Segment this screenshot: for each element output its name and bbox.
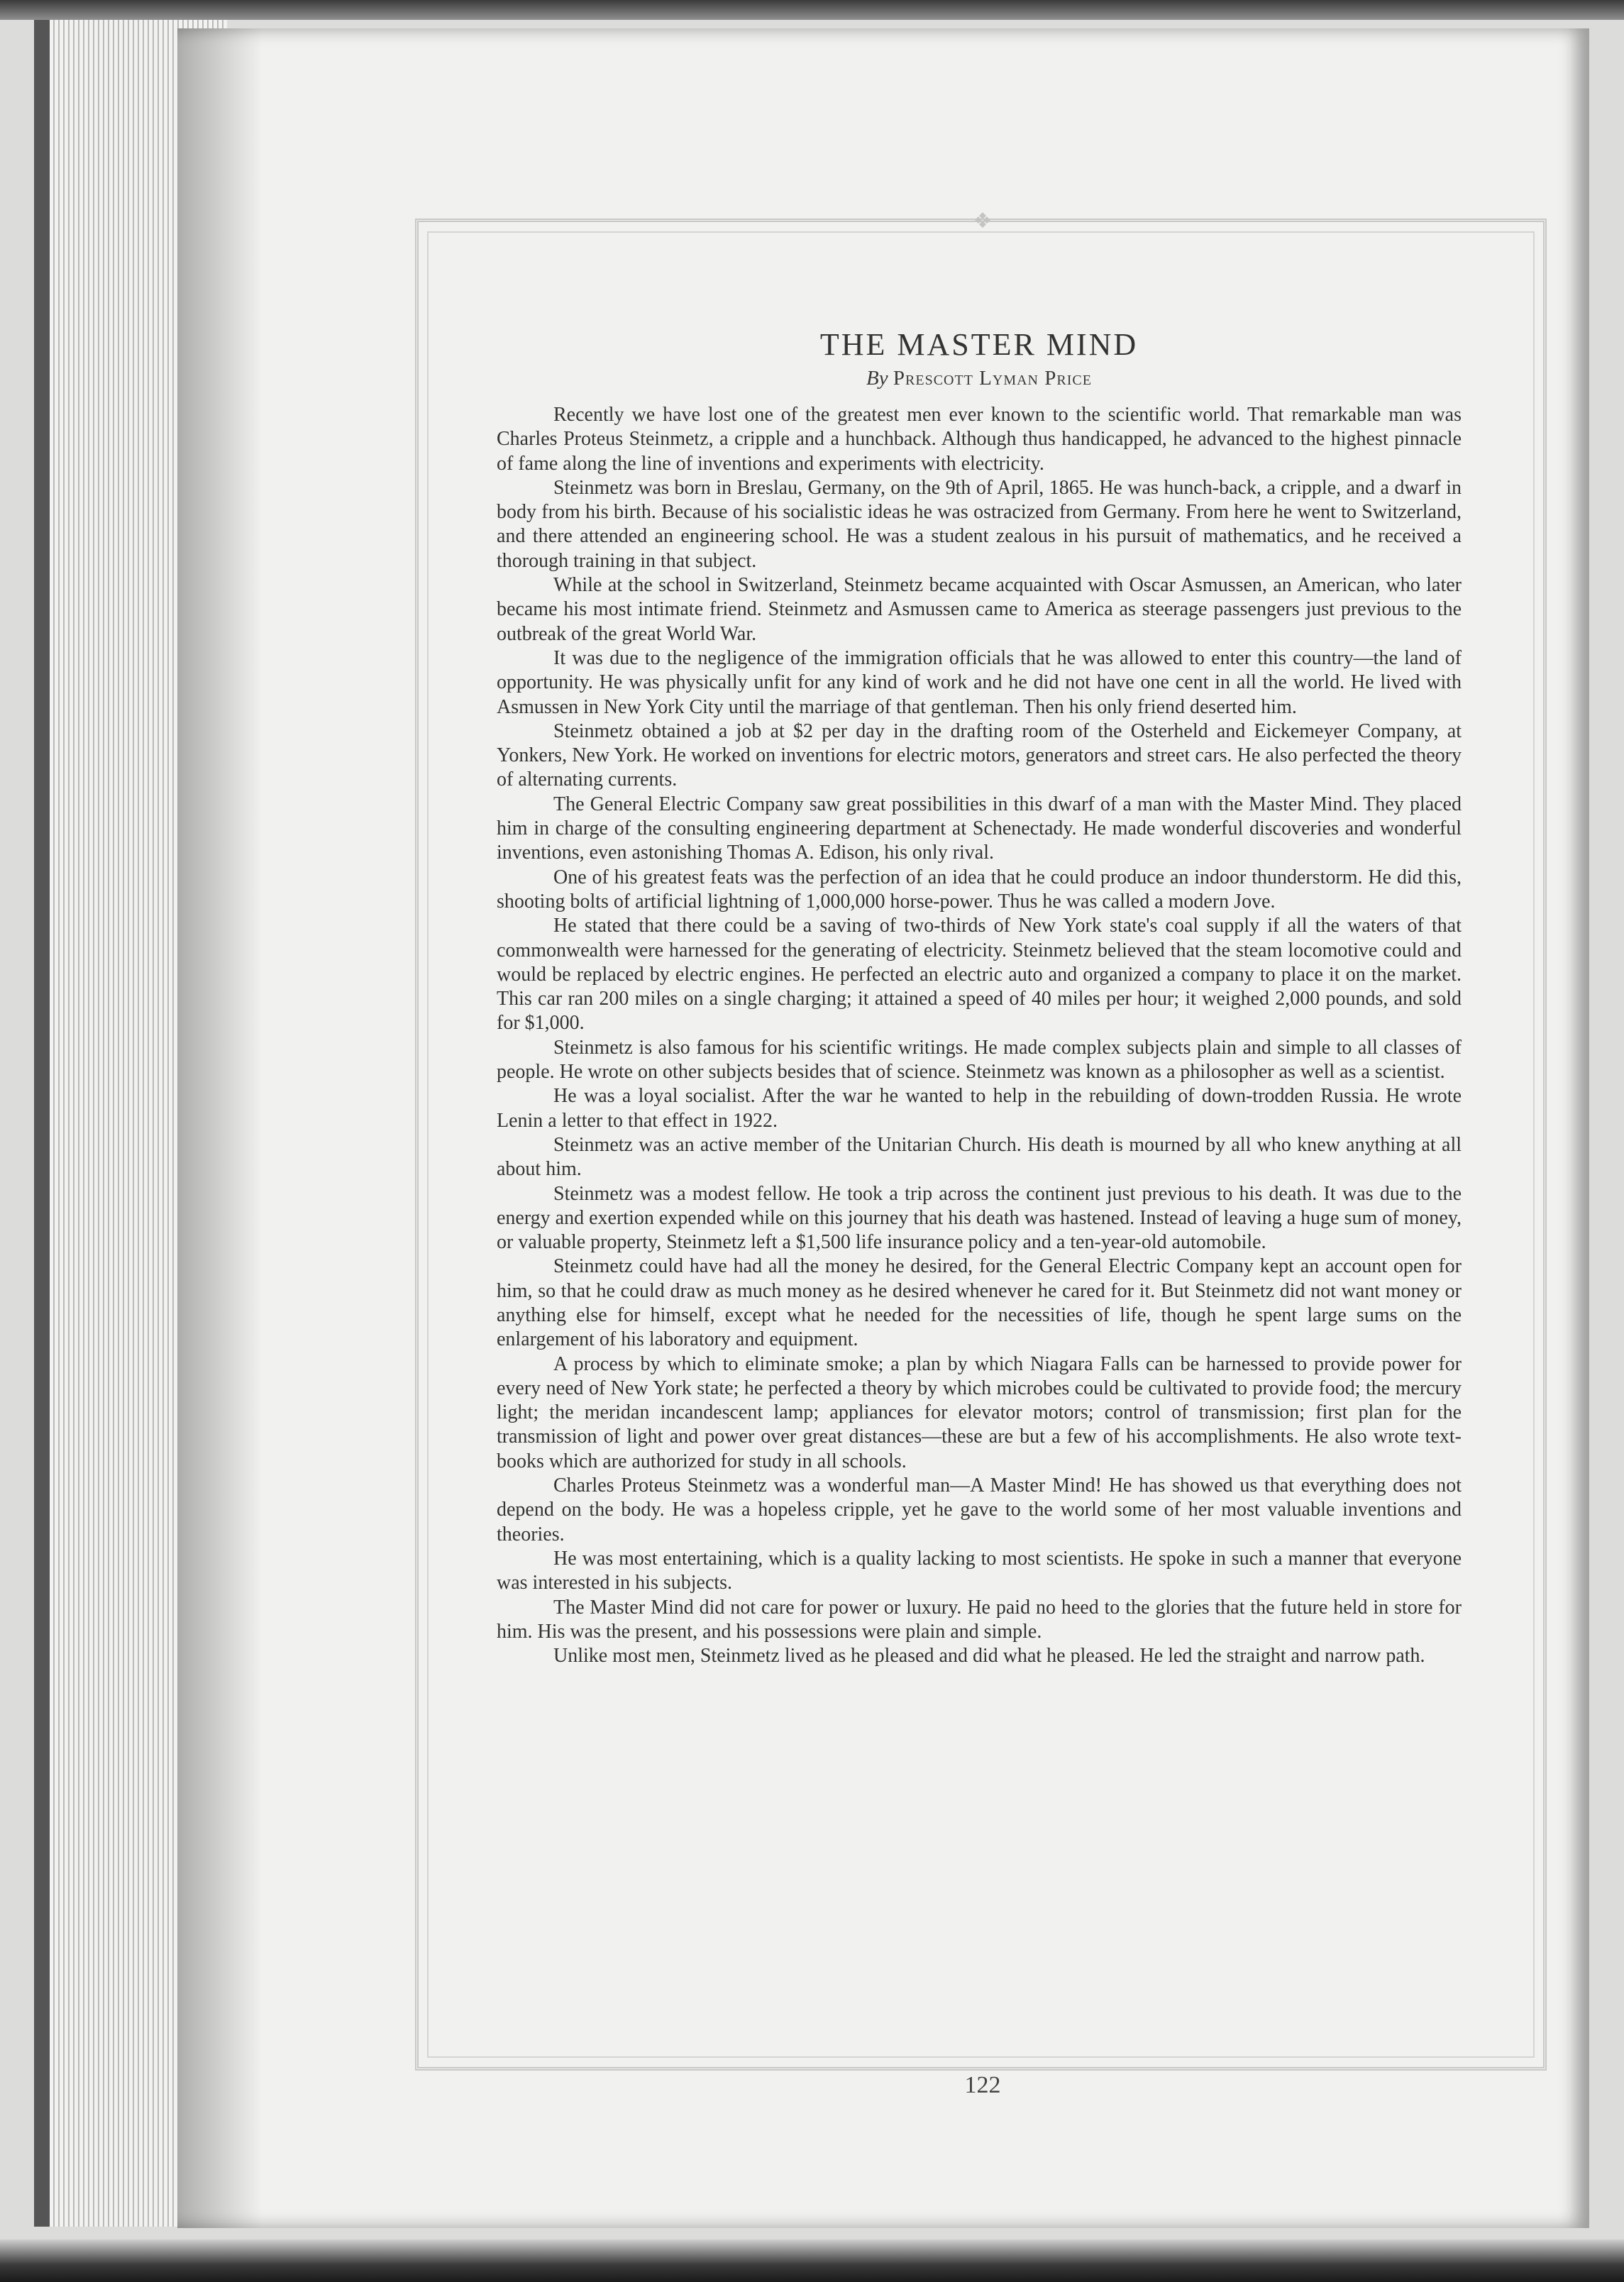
article-paragraph: It was due to the negligence of the immigration officials that he was allowed to enter this country—the land of opportunity. He was physically unfit for any kind of work and he did not have one cent in all the world. He lived with Asmussen in New York City until the marriage of that gentleman. Then his only friend deserted him. bbox=[497, 646, 1462, 718]
article-paragraph: Steinmetz was born in Breslau, Germany, on the 9th of April, 1865. He was hunch-back, a cripple, and a dwarf in body from his birth. Because of his socialistic ideas he was ostracized from Germany. From here he went to Switzerland, and there attended an engineering school. He was a student zealous in his pursuit of mathematics, and he received a thorough training in that subject. bbox=[497, 476, 1462, 572]
scan-top-edge bbox=[0, 0, 1624, 20]
byline-prefix: By bbox=[866, 367, 888, 390]
article-paragraph: Steinmetz was a modest fellow. He took a trip across the continent just previous to his death. It was due to the energy and exertion expended while on this journey that his death was hastened. Instead of leaving a huge sum of money, or valuable property, Steinmetz left a $1,500 life insurance policy and a ten-year-old automobile. bbox=[497, 1182, 1462, 1254]
article bbox=[497, 312, 1462, 1668]
article-paragraph: Steinmetz obtained a job at $2 per day in the drafting room of the Osterheld and Eickemeyer Company, at Yonkers, New York. He worked on inventions for electric motors, generators and street cars. He also perfected the theory of alternating currents. bbox=[497, 720, 1462, 791]
article-paragraph: The Master Mind did not care for power or luxury. He paid no heed to the glories that the future held in store for him. His was the present, and his possessions were plain and simple. bbox=[497, 1596, 1462, 1643]
author-name: Prescott Lyman Price bbox=[893, 367, 1092, 390]
article-paragraph: He was a loyal socialist. After the war he wanted to help in the rebuilding of down-trodden Russia. He wrote Lenin a letter to that effect in 1922. bbox=[497, 1085, 1462, 1132]
article-paragraph: He stated that there could be a saving of two-thirds of New York state's coal supply if all the waters of that commonwealth were harnessed for the generating of electricity. Steinmetz believed that the steam locomotive could and would be replaced by electric engines. He perfected an electric auto and organized a company to place it on the market. This car ran 200 miles on a single charging; it attained a speed of 40 miles per hour; it weighed 2,000 pounds, and sold for $1,000. bbox=[497, 915, 1462, 1035]
article-paragraph: Steinmetz is also famous for his scientific writings. He made complex subjects plain and simple to all classes of people. He wrote on other subjects besides that of science. Steinmetz was known as a philosopher as well as a scientist. bbox=[497, 1036, 1462, 1084]
article-paragraph: He was most entertaining, which is a quality lacking to most scientists. He spoke in such a manner that everyone was interested in his subjects. bbox=[497, 1547, 1462, 1594]
article-paragraph: A process by which to eliminate smoke; a plan by which Niagara Falls can be harnessed to provide power for every need of New York state; he perfected a theory by which microbes could be cultivated to provide food; the mercury light; the meridan incandescent lamp; appliances for elevator motors; control of transmission; first plan for the transmission of light and power over great distances—these are but a few of his accomplishments. He also wrote text-books which are authorized for study in all schools. bbox=[497, 1352, 1462, 1472]
frame-ornament-icon: ❖ bbox=[973, 209, 993, 233]
article-paragraph: Steinmetz could have had all the money he desired, for the General Electric Company kept an account open for him, so that he could draw as much money as he desired whenever he cared for it. But Steinmetz did not want money or anything else for himself, except what he needed for the necessities of life, though he spent large sums on the enlargement of his laboratory and equipment. bbox=[497, 1255, 1462, 1351]
article-paragraph: While at the school in Switzerland, Steinmetz became acquainted with Oscar Asmussen, an American, who later became his most intimate friend. Steinmetz and Asmussen came to America as steerage passengers just previous to the outbreak of the great World War. bbox=[497, 574, 1462, 645]
gutter-shadow bbox=[177, 28, 263, 2228]
article-title: THE MASTER MIND bbox=[819, 327, 1139, 362]
article-paragraph: Unlike most men, Steinmetz lived as he pleased and did what he pleased. He led the straight and narrow path. bbox=[553, 1645, 1425, 1668]
article-paragraph: Charles Proteus Steinmetz was a wonderful man—A Master Mind! He has showed us that everything does not depend on the body. He was a hopeless cripple, yet he gave to the world some of her most valuable inventions and theories. bbox=[497, 1475, 1462, 1545]
scan-bottom-edge bbox=[0, 2239, 1624, 2282]
article-paragraph: Steinmetz was an active member of the Unitarian Church. His death is mourned by all who knew anything at all about him. bbox=[497, 1133, 1462, 1181]
article-paragraph: One of his greatest feats was the perfection of an idea that he could produce an indoor thunderstorm. He did this, shooting bolts of artificial lightning of 1,000,000 horse-power. Thus he was called a modern Jove. bbox=[497, 866, 1462, 913]
article-paragraph: The General Electric Company saw great possibilities in this dwarf of a man with the Master Mind. They placed him in charge of the consulting engineering department at Schenectady. He made wonderful discoveries and wonderful inventions, even astonishing Thomas A. Edison, his only rival. bbox=[497, 793, 1462, 864]
article-byline bbox=[497, 367, 1462, 390]
page-number: 122 bbox=[964, 2072, 1001, 2098]
article-paragraph: Recently we have lost one of the greatest men ever known to the scientific world. That remarkable man was Charles Proteus Steinmetz, a cripple and a hunchback. Although thus handicapped, he advanced to the highest pinnacle of fame along the line of inventions and experiments with electricity. bbox=[497, 404, 1462, 475]
